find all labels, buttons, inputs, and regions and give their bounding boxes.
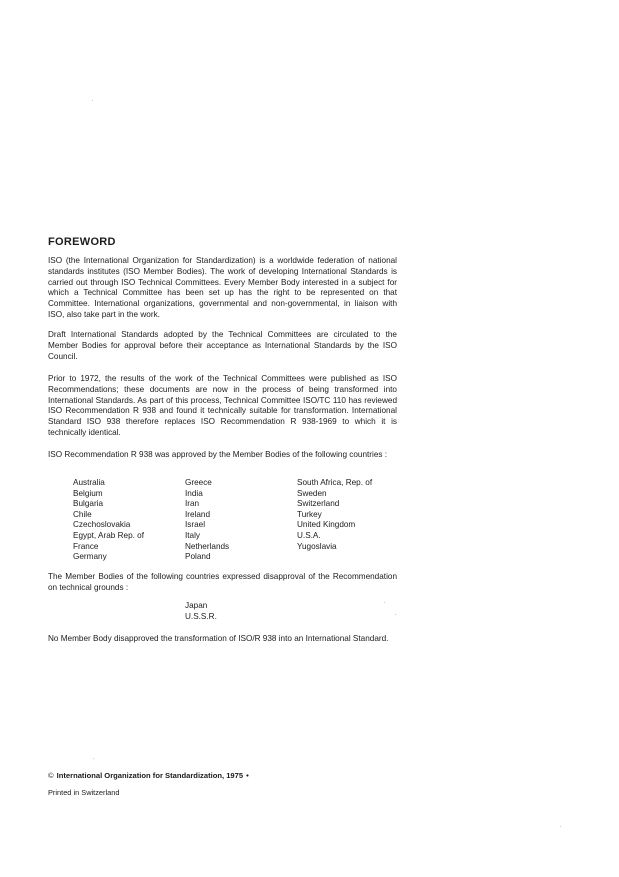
country-item: Egypt, Arab Rep. of (73, 530, 145, 540)
country-item: United Kingdom (297, 520, 356, 530)
country-item: Italy (185, 530, 201, 540)
printed-in-line: Printed in Switzerland (48, 788, 120, 797)
country-item: Australia (73, 478, 105, 487)
page-title: FOREWORD (48, 236, 116, 248)
country-item: Turkey (297, 509, 322, 519)
scan-speck (395, 614, 396, 615)
country-item: France (73, 541, 99, 551)
scan-speck (92, 100, 93, 101)
bullet-icon: • (246, 771, 249, 780)
history-paragraph: Prior to 1972, the results of the work of the Technical Committees were published as ISO Recommendations; these documents are now in the process of being transformed into International Standards. As part of this process, Technical Committee ISO/TC 110 has reviewed ISO Recommendation R 938 and found it technically suitable for transformation. International Standard ISO 938 therefore replaces ISO Recommendation R 938-1969 to which it is technically identical. (48, 374, 397, 437)
country-item: Israel (185, 520, 206, 530)
country-item: U.S.A. (297, 530, 321, 540)
country-item: Bulgaria (73, 499, 104, 509)
country-item: Netherlands (185, 541, 230, 551)
country-item: Belgium (73, 488, 103, 498)
transformation-paragraph: No Member Body disapproved the transformation of ISO/R 938 into an International Standard. (48, 634, 389, 643)
copyright-icon: © (48, 771, 54, 780)
drafts-paragraph: Draft International Standards adopted by the Technical Committees are circulated to the Member Bodies for approval before their acceptance as International Standards by the ISO Council. (48, 330, 397, 361)
intro-paragraph: ISO (the International Organization for Standardization) is a worldwide federation of national standards institutes (ISO Member Bodies). The work of developing International Standards is carried out through ISO Technical Committees. Every Member Body interested in a subject for which a Technical Committee has been set up has the right to be represented on that Committee. International organizations, governmental and non-governmental, in liaison with ISO, also take part in the work. (48, 256, 397, 319)
country-item: South Africa, Rep. of (297, 478, 373, 487)
scan-speck (560, 826, 561, 827)
country-item: Czechoslovakia (73, 520, 131, 530)
country-item: Germany (73, 552, 107, 562)
copyright-text: International Organization for Standardization, 1975 (56, 771, 244, 780)
disapproval-intro-paragraph: The Member Bodies of the following countries expressed disapproval of the Recommendation on technical grounds : (48, 572, 397, 592)
approving-countries-column-1 (73, 478, 144, 563)
country-item: Yugoslavia (297, 541, 337, 551)
country-item: U.S.S.R. (185, 611, 217, 621)
country-item: Poland (185, 552, 211, 562)
country-item: Sweden (297, 488, 327, 498)
country-item: Chile (73, 509, 92, 519)
disapproving-countries-list (185, 601, 217, 623)
copyright-line (48, 771, 249, 780)
approving-countries-column-3 (297, 478, 372, 552)
country-item: Iran (185, 499, 200, 509)
country-item: Greece (185, 478, 212, 487)
scan-speck (93, 758, 94, 759)
country-item: Switzerland (297, 499, 340, 509)
approving-countries-column-2 (185, 478, 229, 563)
approved-intro-paragraph: ISO Recommendation R 938 was approved by the Member Bodies of the following countries : (48, 450, 388, 459)
country-item: Ireland (185, 509, 211, 519)
country-item: India (185, 488, 203, 498)
country-item: Japan (185, 601, 208, 610)
scan-speck (384, 602, 385, 603)
